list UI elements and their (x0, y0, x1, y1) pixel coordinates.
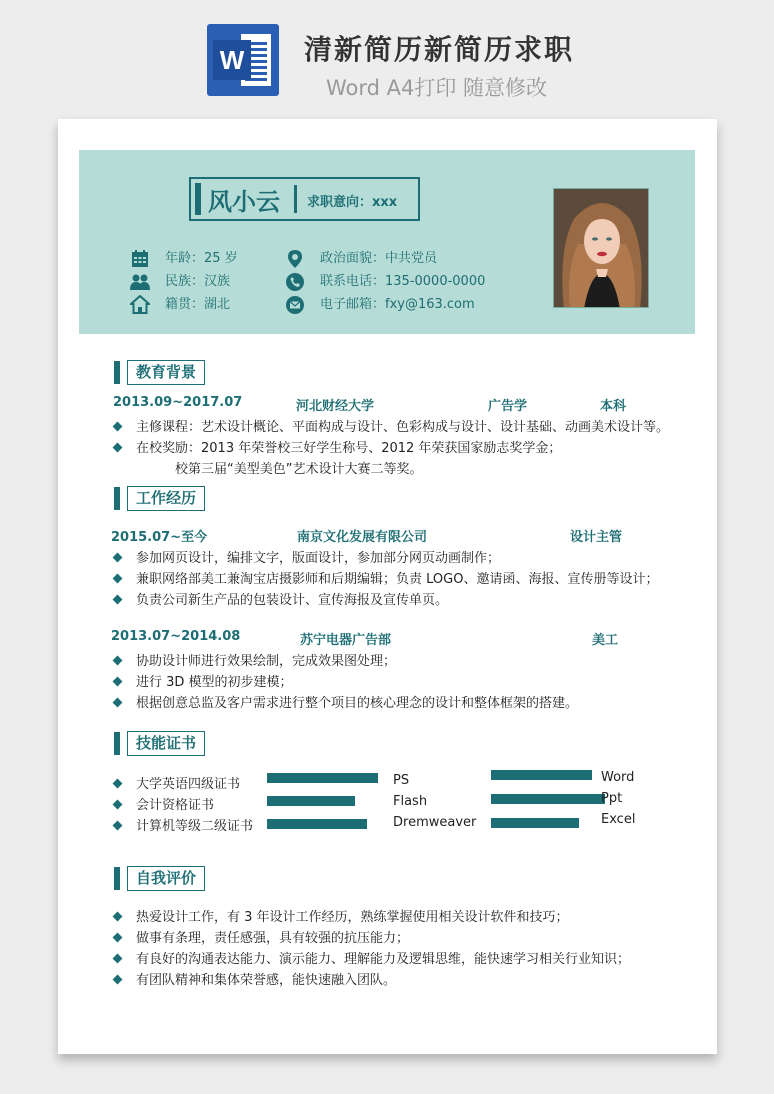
certificate-item: 大学英语四级证书 (114, 773, 240, 792)
profile-photo (553, 188, 649, 308)
location-pin-icon (285, 249, 305, 269)
certificate-item: 计算机等级二级证书 (114, 815, 253, 834)
job-intent: 求职意向：xxx (307, 195, 398, 210)
list-item: 负责公司新生产品的包装设计、宣传海报及宣传单页。 (114, 589, 448, 608)
job-company: 苏宁电器广告部 (300, 633, 392, 648)
edu-major: 广告学 (488, 399, 528, 414)
list-item: 根据创意总监及客户需求进行整个项目的核心理念的设计和整体框架的搭建。 (114, 692, 578, 711)
phone-icon (285, 272, 305, 292)
certificate-item: 会计资格证书 (114, 794, 214, 813)
skill-name-ps: PS (393, 773, 410, 788)
word-icon (207, 24, 279, 96)
home-icon (130, 295, 150, 315)
edu-award-continuation: 校第三届“美型美色”艺术设计大赛二等奖。 (175, 462, 423, 477)
list-item: 进行 3D 模型的初步建模； (114, 671, 293, 690)
calendar-icon (130, 249, 150, 269)
skill-bar-flash (267, 796, 355, 806)
banner-subtitle: Word A4打印 随意修改 (326, 76, 548, 100)
skill-name-ppt: Ppt (601, 791, 623, 806)
resume-page: 风小云 求职意向：xxx 年龄：25 岁 民族：汉族 籍贯：湖北 政治面貌：中共党员 联系电话：135-0000-0000 电子邮箱：fxy@163.com 教育背景 2013.09~2017.07 河北财经大学 广告学 本科 主修课程：艺术设计概论、平面构成与设计、色彩构成与设计、设计基础、动画美术设计等。 在校奖励：2013 年荣誉校三好学生称号、2012 年荣获国家励志奖学金； 校第三届“美型美色”艺术设计大赛二等奖。 工作经历 2015.07~至今 南京文化发展有限公司 设计主管 参加网页设计，编排文字，版面设计，参加部分网页动画制作； 兼职网络部美工兼淘宝店摄影师和后期编辑；负责 LOGO、邀请函、海报、宣传册等设计； 负责公司新生产品的包装设计、宣传海报及宣传单页。 2013.07~2014.08 苏宁电器广告部 美工 协助设计师进行效果绘制，完成效果图处理； 进行 3D 模型的初步建模； 根据创意总监及客户需求进行整个项目的核心理念的设计和整体框架的搭建。 技能证书 大学英语四级证书 会计资格证书 计算机等级二级证书 PS Flash Dremweaver Word Ppt Excel 自我评价 热爱设计工作，有 3 年设计工作经历，熟练掌握使用相关设计软件和技巧； 做事有条理，责任感强，具有较强的抗压能力； 有良好的沟通表达能力、演示能力、理解能力及逻辑思维，能快速学习相关行业知识； 有团队精神和集体荣誉感，能快速融入团队。 (58, 119, 717, 1054)
skill-bar-ppt (491, 794, 605, 804)
list-item: 做事有条理，责任感强，具有较强的抗压能力； (114, 927, 409, 946)
list-item: 有良好的沟通表达能力、演示能力、理解能力及逻辑思维，能快速学习相关行业知识； (114, 948, 630, 967)
job-company: 南京文化发展有限公司 (297, 530, 428, 545)
skill-name-excel: Excel (601, 812, 636, 827)
job-period: 2013.07~2014.08 (111, 629, 241, 644)
job-role: 设计主管 (570, 530, 623, 545)
resume-header: 风小云 求职意向：xxx 年龄：25 岁 民族：汉族 籍贯：湖北 政治面貌：中共党员 联系电话：135-0000-0000 电子邮箱：fxy@163.com (79, 150, 695, 334)
list-item: 热爱设计工作，有 3 年设计工作经历，熟练掌握使用相关设计软件和技巧； (114, 906, 569, 925)
job-role: 美工 (592, 633, 619, 648)
banner-title: 清新简历新简历求职 (304, 33, 575, 66)
name-box (189, 177, 420, 221)
skill-bar-dremweaver (267, 819, 367, 829)
skill-bar-ps (267, 773, 378, 783)
skill-name-word: Word (601, 770, 635, 785)
skill-name-flash: Flash (393, 794, 428, 809)
banner (0, 0, 774, 118)
list-item: 兼职网络部美工兼淘宝店摄影师和后期编辑；负责 LOGO、邀请函、海报、宣传册等设计； (114, 568, 658, 587)
people-icon (130, 272, 150, 292)
list-item: 有团队精神和集体荣誉感，能快速融入团队。 (114, 969, 396, 988)
list-item: 主修课程：艺术设计概论、平面构成与设计、色彩构成与设计、设计基础、动画美术设计等。 (114, 416, 669, 435)
edu-degree: 本科 (600, 399, 627, 414)
list-item: 协助设计师进行效果绘制，完成效果图处理； (114, 650, 396, 669)
candidate-name: 风小云 (208, 187, 280, 216)
job-period: 2015.07~至今 (111, 530, 208, 545)
skill-bar-excel (491, 818, 579, 828)
mail-icon (285, 295, 305, 315)
list-item: 参加网页设计，编排文字，版面设计，参加部分网页动画制作； (114, 547, 500, 566)
skill-bar-word (491, 770, 592, 780)
edu-school: 河北财经大学 (296, 399, 375, 414)
word-logo-letter: W (213, 40, 251, 80)
skill-name-dremweaver: Dremweaver (393, 815, 477, 830)
list-item: 在校奖励：2013 年荣誉校三好学生称号、2012 年荣获国家励志奖学金； (114, 437, 561, 456)
edu-period: 2013.09~2017.07 (113, 395, 243, 410)
